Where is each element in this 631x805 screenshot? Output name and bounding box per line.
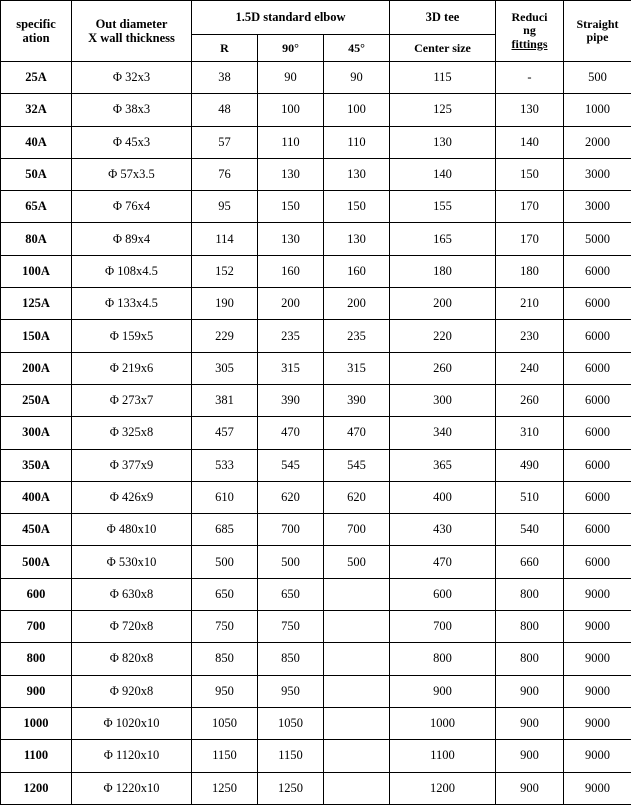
cell-specification: 1200 bbox=[1, 772, 72, 804]
column-group-header-elbow: 1.5D standard elbow bbox=[192, 1, 390, 35]
cell-elbow-45 bbox=[324, 740, 390, 772]
cell-out-diameter: Φ 159x5 bbox=[72, 320, 192, 352]
cell-straight-pipe: 9000 bbox=[564, 772, 631, 804]
cell-out-diameter: Φ 377x9 bbox=[72, 449, 192, 481]
cell-specification: 600 bbox=[1, 578, 72, 610]
cell-out-diameter: Φ 89x4 bbox=[72, 223, 192, 255]
cell-elbow-r: 950 bbox=[192, 675, 258, 707]
table-row bbox=[1, 94, 631, 126]
cell-elbow-45: 90 bbox=[324, 62, 390, 94]
cell-elbow-90: 150 bbox=[258, 191, 324, 223]
cell-out-diameter: Φ 1020x10 bbox=[72, 707, 192, 739]
cell-straight-pipe: 6000 bbox=[564, 384, 631, 416]
cell-elbow-90: 470 bbox=[258, 417, 324, 449]
cell-reducing-fittings: 800 bbox=[496, 578, 564, 610]
table-head bbox=[1, 1, 631, 62]
cell-specification: 800 bbox=[1, 643, 72, 675]
table-row bbox=[1, 352, 631, 384]
cell-straight-pipe: 3000 bbox=[564, 191, 631, 223]
cell-reducing-fittings: 140 bbox=[496, 126, 564, 158]
cell-tee-center-size: 470 bbox=[390, 546, 496, 578]
reducing-header-line3: fittings bbox=[496, 38, 563, 51]
cell-specification: 32A bbox=[1, 94, 72, 126]
cell-straight-pipe: 3000 bbox=[564, 158, 631, 190]
cell-elbow-45: 130 bbox=[324, 223, 390, 255]
cell-elbow-r: 457 bbox=[192, 417, 258, 449]
cell-specification: 65A bbox=[1, 191, 72, 223]
cell-tee-center-size: 600 bbox=[390, 578, 496, 610]
cell-out-diameter: Φ 530x10 bbox=[72, 546, 192, 578]
cell-elbow-45: 470 bbox=[324, 417, 390, 449]
table-row bbox=[1, 223, 631, 255]
cell-elbow-90: 620 bbox=[258, 481, 324, 513]
cell-elbow-90: 110 bbox=[258, 126, 324, 158]
cell-straight-pipe: 6000 bbox=[564, 255, 631, 287]
cell-elbow-r: 610 bbox=[192, 481, 258, 513]
cell-out-diameter: Φ 45x3 bbox=[72, 126, 192, 158]
cell-reducing-fittings: 170 bbox=[496, 223, 564, 255]
cell-tee-center-size: 340 bbox=[390, 417, 496, 449]
cell-straight-pipe: 6000 bbox=[564, 514, 631, 546]
cell-elbow-r: 57 bbox=[192, 126, 258, 158]
cell-straight-pipe: 6000 bbox=[564, 352, 631, 384]
cell-tee-center-size: 365 bbox=[390, 449, 496, 481]
cell-out-diameter: Φ 325x8 bbox=[72, 417, 192, 449]
cell-out-diameter: Φ 133x4.5 bbox=[72, 288, 192, 320]
cell-elbow-45: 150 bbox=[324, 191, 390, 223]
table-row bbox=[1, 578, 631, 610]
cell-specification: 200A bbox=[1, 352, 72, 384]
cell-straight-pipe: 9000 bbox=[564, 740, 631, 772]
cell-specification: 1100 bbox=[1, 740, 72, 772]
cell-out-diameter: Φ 426x9 bbox=[72, 481, 192, 513]
cell-tee-center-size: 1000 bbox=[390, 707, 496, 739]
cell-straight-pipe: 6000 bbox=[564, 288, 631, 320]
table-row bbox=[1, 675, 631, 707]
cell-specification: 40A bbox=[1, 126, 72, 158]
cell-specification: 80A bbox=[1, 223, 72, 255]
cell-reducing-fittings: 230 bbox=[496, 320, 564, 352]
cell-elbow-90: 545 bbox=[258, 449, 324, 481]
cell-tee-center-size: 140 bbox=[390, 158, 496, 190]
table-row bbox=[1, 481, 631, 513]
cell-tee-center-size: 115 bbox=[390, 62, 496, 94]
reducing-header-line2: ng bbox=[496, 24, 563, 37]
cell-out-diameter: Φ 630x8 bbox=[72, 578, 192, 610]
cell-elbow-r: 1050 bbox=[192, 707, 258, 739]
cell-elbow-90: 950 bbox=[258, 675, 324, 707]
cell-tee-center-size: 165 bbox=[390, 223, 496, 255]
cell-tee-center-size: 400 bbox=[390, 481, 496, 513]
cell-elbow-r: 305 bbox=[192, 352, 258, 384]
cell-elbow-45 bbox=[324, 578, 390, 610]
cell-elbow-90: 1150 bbox=[258, 740, 324, 772]
cell-specification: 25A bbox=[1, 62, 72, 94]
cell-out-diameter: Φ 32x3 bbox=[72, 62, 192, 94]
cell-elbow-r: 850 bbox=[192, 643, 258, 675]
cell-elbow-90: 235 bbox=[258, 320, 324, 352]
cell-straight-pipe: 6000 bbox=[564, 481, 631, 513]
cell-elbow-45 bbox=[324, 643, 390, 675]
cell-elbow-45: 620 bbox=[324, 481, 390, 513]
spec-header-line2: ation bbox=[1, 31, 71, 45]
cell-out-diameter: Φ 1120x10 bbox=[72, 740, 192, 772]
cell-elbow-r: 190 bbox=[192, 288, 258, 320]
table-row bbox=[1, 255, 631, 287]
cell-elbow-45: 100 bbox=[324, 94, 390, 126]
cell-elbow-45 bbox=[324, 675, 390, 707]
cell-reducing-fittings: 510 bbox=[496, 481, 564, 513]
table-row bbox=[1, 191, 631, 223]
cell-reducing-fittings: 900 bbox=[496, 740, 564, 772]
cell-elbow-r: 152 bbox=[192, 255, 258, 287]
cell-straight-pipe: 9000 bbox=[564, 707, 631, 739]
cell-elbow-45: 500 bbox=[324, 546, 390, 578]
cell-specification: 900 bbox=[1, 675, 72, 707]
cell-tee-center-size: 125 bbox=[390, 94, 496, 126]
cell-elbow-r: 48 bbox=[192, 94, 258, 126]
cell-elbow-90: 130 bbox=[258, 223, 324, 255]
cell-elbow-90: 700 bbox=[258, 514, 324, 546]
cell-elbow-45 bbox=[324, 707, 390, 739]
cell-out-diameter: Φ 273x7 bbox=[72, 384, 192, 416]
cell-elbow-90: 160 bbox=[258, 255, 324, 287]
column-header-reducing-fittings bbox=[496, 1, 564, 62]
cell-straight-pipe: 1000 bbox=[564, 94, 631, 126]
table-row bbox=[1, 611, 631, 643]
cell-elbow-90: 1250 bbox=[258, 772, 324, 804]
cell-elbow-45: 315 bbox=[324, 352, 390, 384]
cell-tee-center-size: 220 bbox=[390, 320, 496, 352]
diameter-header-line1: Out diameter bbox=[72, 17, 191, 31]
cell-elbow-90: 650 bbox=[258, 578, 324, 610]
cell-elbow-90: 200 bbox=[258, 288, 324, 320]
cell-reducing-fittings: 900 bbox=[496, 772, 564, 804]
cell-reducing-fittings: - bbox=[496, 62, 564, 94]
cell-tee-center-size: 180 bbox=[390, 255, 496, 287]
cell-specification: 300A bbox=[1, 417, 72, 449]
cell-tee-center-size: 155 bbox=[390, 191, 496, 223]
cell-straight-pipe: 6000 bbox=[564, 449, 631, 481]
cell-reducing-fittings: 800 bbox=[496, 643, 564, 675]
cell-reducing-fittings: 180 bbox=[496, 255, 564, 287]
cell-reducing-fittings: 660 bbox=[496, 546, 564, 578]
cell-elbow-45: 130 bbox=[324, 158, 390, 190]
cell-specification: 250A bbox=[1, 384, 72, 416]
cell-straight-pipe: 5000 bbox=[564, 223, 631, 255]
column-header-elbow-45: 45° bbox=[324, 35, 390, 62]
cell-out-diameter: Φ 920x8 bbox=[72, 675, 192, 707]
column-group-header-tee: 3D tee bbox=[390, 1, 496, 35]
straight-header-line2: pipe bbox=[564, 31, 631, 44]
cell-out-diameter: Φ 57x3.5 bbox=[72, 158, 192, 190]
cell-elbow-r: 38 bbox=[192, 62, 258, 94]
cell-out-diameter: Φ 108x4.5 bbox=[72, 255, 192, 287]
cell-elbow-r: 500 bbox=[192, 546, 258, 578]
cell-tee-center-size: 260 bbox=[390, 352, 496, 384]
cell-tee-center-size: 700 bbox=[390, 611, 496, 643]
cell-tee-center-size: 130 bbox=[390, 126, 496, 158]
column-header-elbow-r: R bbox=[192, 35, 258, 62]
column-header-straight-pipe bbox=[564, 1, 631, 62]
cell-elbow-r: 114 bbox=[192, 223, 258, 255]
cell-straight-pipe: 6000 bbox=[564, 320, 631, 352]
cell-elbow-r: 533 bbox=[192, 449, 258, 481]
cell-elbow-90: 750 bbox=[258, 611, 324, 643]
cell-reducing-fittings: 150 bbox=[496, 158, 564, 190]
cell-tee-center-size: 430 bbox=[390, 514, 496, 546]
cell-elbow-45: 545 bbox=[324, 449, 390, 481]
cell-reducing-fittings: 310 bbox=[496, 417, 564, 449]
cell-reducing-fittings: 240 bbox=[496, 352, 564, 384]
cell-elbow-90: 500 bbox=[258, 546, 324, 578]
cell-straight-pipe: 6000 bbox=[564, 546, 631, 578]
table-row bbox=[1, 384, 631, 416]
cell-straight-pipe: 9000 bbox=[564, 578, 631, 610]
cell-tee-center-size: 300 bbox=[390, 384, 496, 416]
cell-elbow-90: 390 bbox=[258, 384, 324, 416]
cell-specification: 700 bbox=[1, 611, 72, 643]
cell-out-diameter: Φ 480x10 bbox=[72, 514, 192, 546]
column-header-out-diameter bbox=[72, 1, 192, 62]
cell-tee-center-size: 800 bbox=[390, 643, 496, 675]
cell-elbow-r: 750 bbox=[192, 611, 258, 643]
cell-straight-pipe: 9000 bbox=[564, 675, 631, 707]
cell-elbow-r: 1250 bbox=[192, 772, 258, 804]
cell-elbow-45: 200 bbox=[324, 288, 390, 320]
cell-elbow-r: 685 bbox=[192, 514, 258, 546]
cell-out-diameter: Φ 1220x10 bbox=[72, 772, 192, 804]
cell-specification: 150A bbox=[1, 320, 72, 352]
table-row bbox=[1, 62, 631, 94]
cell-tee-center-size: 1100 bbox=[390, 740, 496, 772]
table-row bbox=[1, 707, 631, 739]
straight-header-line1: Straight bbox=[564, 18, 631, 31]
table-row bbox=[1, 417, 631, 449]
cell-elbow-45 bbox=[324, 772, 390, 804]
cell-reducing-fittings: 900 bbox=[496, 675, 564, 707]
cell-specification: 100A bbox=[1, 255, 72, 287]
column-header-tee-center-size: Center size bbox=[390, 35, 496, 62]
cell-reducing-fittings: 130 bbox=[496, 94, 564, 126]
cell-reducing-fittings: 210 bbox=[496, 288, 564, 320]
cell-elbow-90: 1050 bbox=[258, 707, 324, 739]
table-row bbox=[1, 643, 631, 675]
cell-out-diameter: Φ 820x8 bbox=[72, 643, 192, 675]
cell-tee-center-size: 1200 bbox=[390, 772, 496, 804]
cell-reducing-fittings: 170 bbox=[496, 191, 564, 223]
column-header-specification bbox=[1, 1, 72, 62]
table-body bbox=[1, 62, 631, 805]
table-row bbox=[1, 158, 631, 190]
cell-specification: 450A bbox=[1, 514, 72, 546]
cell-elbow-r: 1150 bbox=[192, 740, 258, 772]
cell-specification: 400A bbox=[1, 481, 72, 513]
cell-straight-pipe: 9000 bbox=[564, 643, 631, 675]
cell-elbow-45: 390 bbox=[324, 384, 390, 416]
cell-reducing-fittings: 260 bbox=[496, 384, 564, 416]
cell-elbow-r: 650 bbox=[192, 578, 258, 610]
spec-header-line1: specific bbox=[1, 17, 71, 31]
cell-elbow-45: 235 bbox=[324, 320, 390, 352]
table-row bbox=[1, 772, 631, 804]
cell-elbow-90: 130 bbox=[258, 158, 324, 190]
cell-elbow-90: 315 bbox=[258, 352, 324, 384]
diameter-header-line2: X wall thickness bbox=[72, 31, 191, 45]
cell-elbow-90: 850 bbox=[258, 643, 324, 675]
cell-straight-pipe: 2000 bbox=[564, 126, 631, 158]
cell-elbow-r: 229 bbox=[192, 320, 258, 352]
header-row-top bbox=[1, 1, 631, 35]
cell-elbow-45 bbox=[324, 611, 390, 643]
cell-reducing-fittings: 800 bbox=[496, 611, 564, 643]
cell-elbow-r: 95 bbox=[192, 191, 258, 223]
table-row bbox=[1, 449, 631, 481]
cell-elbow-45: 700 bbox=[324, 514, 390, 546]
table-row bbox=[1, 126, 631, 158]
table-row bbox=[1, 320, 631, 352]
cell-out-diameter: Φ 38x3 bbox=[72, 94, 192, 126]
cell-out-diameter: Φ 76x4 bbox=[72, 191, 192, 223]
cell-elbow-90: 100 bbox=[258, 94, 324, 126]
cell-specification: 1000 bbox=[1, 707, 72, 739]
cell-elbow-r: 381 bbox=[192, 384, 258, 416]
cell-specification: 350A bbox=[1, 449, 72, 481]
cell-specification: 50A bbox=[1, 158, 72, 190]
cell-reducing-fittings: 900 bbox=[496, 707, 564, 739]
cell-elbow-45: 110 bbox=[324, 126, 390, 158]
cell-reducing-fittings: 540 bbox=[496, 514, 564, 546]
table-row bbox=[1, 514, 631, 546]
cell-out-diameter: Φ 219x6 bbox=[72, 352, 192, 384]
cell-specification: 500A bbox=[1, 546, 72, 578]
cell-tee-center-size: 200 bbox=[390, 288, 496, 320]
table-row bbox=[1, 288, 631, 320]
cell-tee-center-size: 900 bbox=[390, 675, 496, 707]
cell-elbow-r: 76 bbox=[192, 158, 258, 190]
cell-specification: 125A bbox=[1, 288, 72, 320]
table-row bbox=[1, 740, 631, 772]
cell-out-diameter: Φ 720x8 bbox=[72, 611, 192, 643]
cell-reducing-fittings: 490 bbox=[496, 449, 564, 481]
cell-straight-pipe: 6000 bbox=[564, 417, 631, 449]
cell-elbow-45: 160 bbox=[324, 255, 390, 287]
reducing-header-line1: Reduci bbox=[496, 11, 563, 24]
column-header-elbow-90: 90° bbox=[258, 35, 324, 62]
cell-straight-pipe: 500 bbox=[564, 62, 631, 94]
cell-elbow-90: 90 bbox=[258, 62, 324, 94]
cell-straight-pipe: 9000 bbox=[564, 611, 631, 643]
table-row bbox=[1, 546, 631, 578]
